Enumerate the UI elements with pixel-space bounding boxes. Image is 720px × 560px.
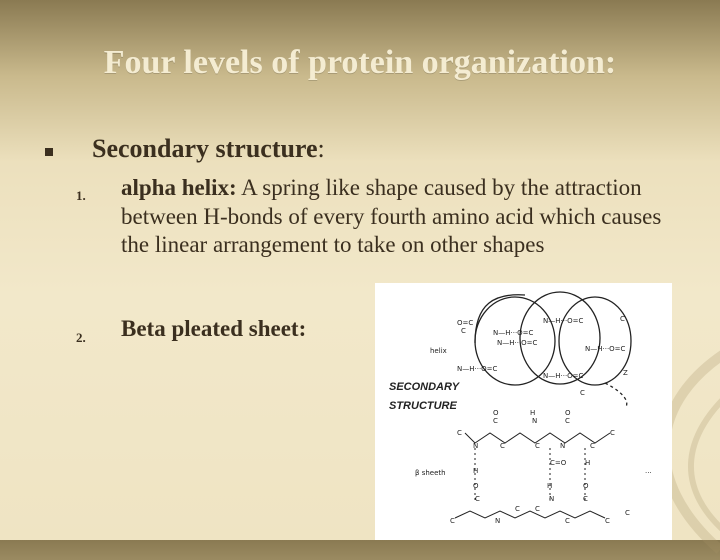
svg-text:C: C: [605, 517, 610, 525]
svg-text:C: C: [475, 495, 480, 503]
svg-text:C: C: [493, 417, 498, 425]
figure-label-top: SECONDARY: [389, 381, 460, 393]
svg-text:C: C: [580, 389, 585, 397]
svg-text:C: C: [457, 429, 462, 437]
secondary-structure-diagram: [375, 283, 672, 540]
svg-text:C=O: C=O: [550, 459, 567, 467]
item-1-term: alpha helix:: [121, 175, 237, 200]
bullet-heading-colon: :: [317, 134, 325, 163]
item-2-term: Beta pleated sheet:: [121, 316, 307, 341]
sheet-bonds: [455, 433, 610, 518]
svg-text:...: ...: [645, 467, 652, 475]
svg-text:O=C: O=C: [457, 319, 474, 327]
svg-text:N—H···O=C: N—H···O=C: [457, 365, 498, 373]
svg-text:H: H: [585, 459, 591, 467]
svg-text:N: N: [560, 442, 566, 450]
bullet-heading-text: Secondary structure: [92, 134, 318, 163]
sheet-atoms: [450, 409, 652, 525]
secondary-structure-figure: [375, 283, 672, 540]
svg-text:N—H···O=C: N—H···O=C: [543, 317, 584, 325]
svg-text:H: H: [530, 409, 536, 417]
item-2-number: 2.: [76, 330, 86, 345]
svg-text:O: O: [493, 409, 499, 417]
svg-text:C: C: [461, 327, 466, 335]
item-1-text: [121, 174, 681, 260]
svg-text:C: C: [565, 517, 570, 525]
svg-text:C: C: [515, 505, 520, 513]
svg-text:H: H: [473, 467, 479, 475]
slide-title: Four levels of protein organization:: [103, 44, 617, 81]
helix-label: helix: [430, 347, 447, 355]
svg-text:C: C: [610, 429, 615, 437]
svg-text:H: H: [547, 482, 553, 490]
item-1-number: 1.: [76, 188, 86, 203]
bullet-heading: [92, 134, 325, 164]
figure-label-bottom: STRUCTURE: [389, 400, 457, 412]
svg-text:C: C: [500, 442, 505, 450]
svg-text:O: O: [565, 409, 571, 417]
svg-text:N: N: [473, 442, 479, 450]
bullet-square-icon: [45, 148, 53, 156]
svg-text:O: O: [473, 482, 479, 490]
svg-text:C: C: [535, 505, 540, 513]
svg-text:C: C: [620, 315, 625, 323]
svg-text:N—H···O=C: N—H···O=C: [493, 329, 534, 337]
svg-text:N: N: [532, 417, 538, 425]
svg-text:N—H···O=C: N—H···O=C: [585, 345, 626, 353]
svg-text:N: N: [549, 495, 555, 503]
svg-text:C: C: [565, 417, 570, 425]
item-1-description: A spring like shape caused by the attraction between H-bonds of every fourth amino acid which causes the linear arrangement to take on other shapes: [121, 175, 662, 257]
sheet-label: β sheeth: [415, 469, 446, 477]
svg-text:N—H···O=C: N—H···O=C: [543, 372, 584, 380]
svg-text:N: N: [495, 517, 501, 525]
svg-text:Z: Z: [623, 369, 628, 377]
svg-text:C: C: [625, 509, 630, 517]
svg-text:C: C: [450, 517, 455, 525]
svg-text:C: C: [583, 495, 588, 503]
svg-text:C: C: [535, 442, 540, 450]
svg-text:C: C: [590, 442, 595, 450]
svg-text:O: O: [583, 482, 589, 490]
svg-text:N—H···O=C: N—H···O=C: [497, 339, 538, 347]
